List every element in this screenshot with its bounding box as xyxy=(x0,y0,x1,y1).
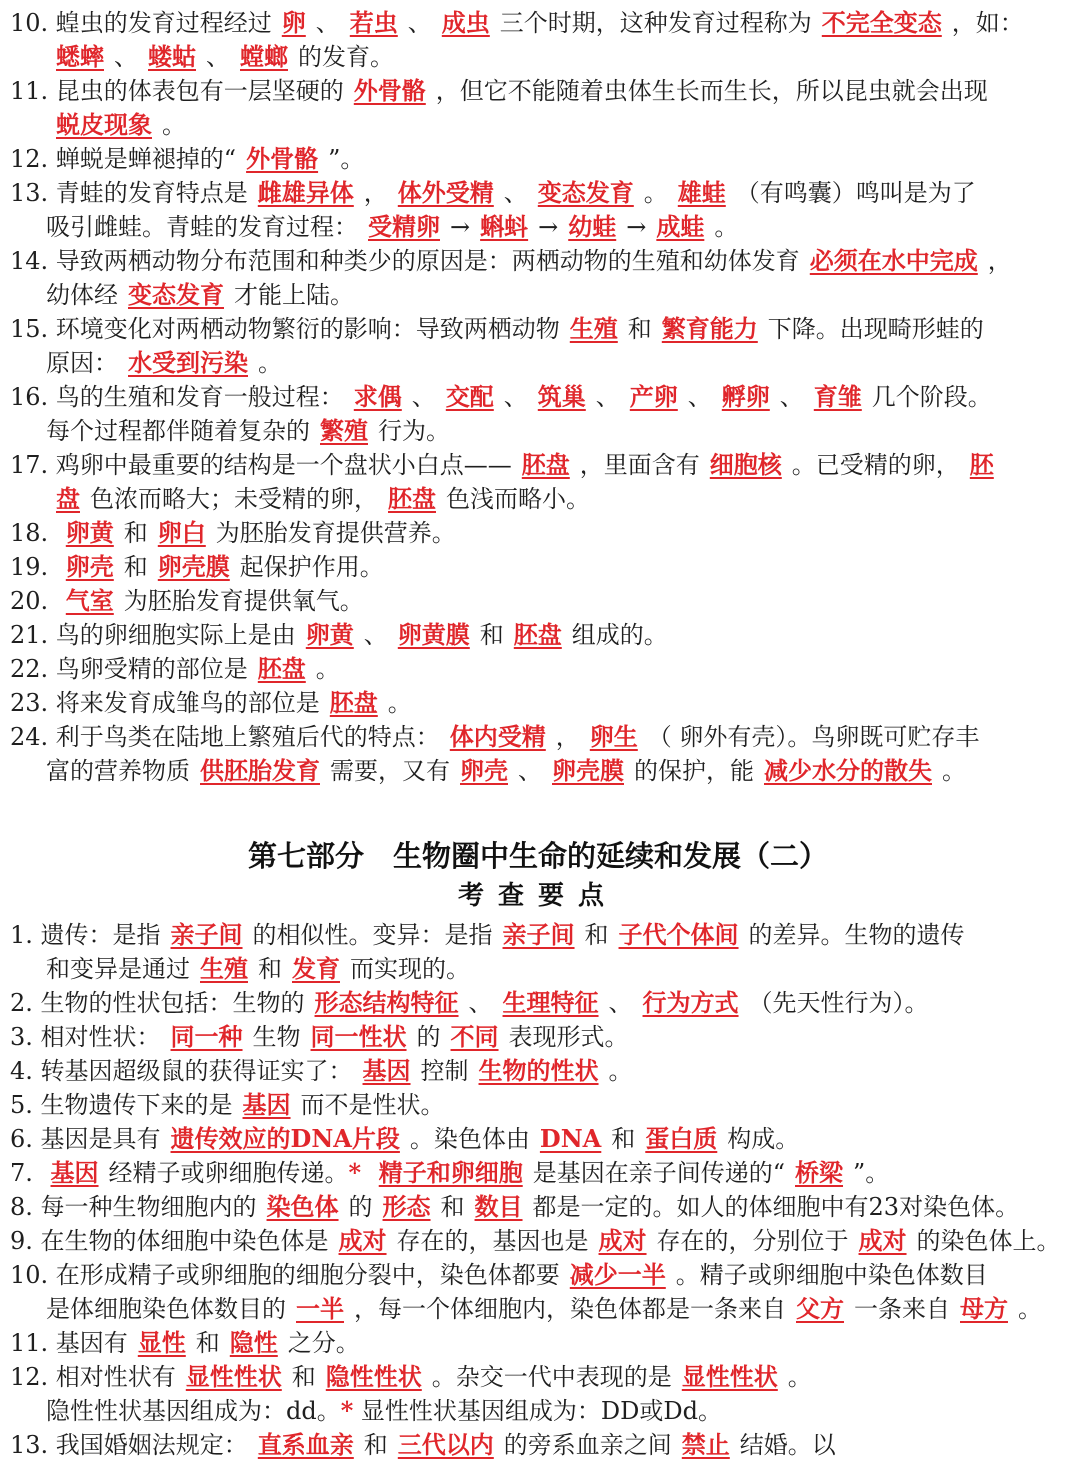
answer-fill: 不同 xyxy=(450,1022,499,1051)
text-segment: 18. xyxy=(10,519,56,547)
answer-fill: 交配 xyxy=(445,382,494,411)
text-segment: 、 xyxy=(518,757,542,785)
text-segment: 的发育。 xyxy=(298,43,394,71)
answer-fill: 数目 xyxy=(474,1192,523,1221)
text-line xyxy=(10,754,1066,788)
answer-fill: 卵白 xyxy=(157,518,206,547)
text-segment: 3. 相对性状： xyxy=(10,1023,161,1051)
text-segment xyxy=(361,1159,369,1187)
text-segment: 结婚。以 xyxy=(739,1431,836,1459)
answer-fill: 蜕皮现象 xyxy=(56,110,152,139)
answer-fill: 求偶 xyxy=(353,382,402,411)
answer-fill: 卵壳 xyxy=(65,552,114,581)
text-segment: 14. 导致两栖动物分布范围和种类少的原因是：两栖动物的生殖和幼体发育 xyxy=(10,247,800,275)
answer-fill: 繁育能力 xyxy=(661,314,758,343)
answer-fill: 隐性性状 xyxy=(325,1362,422,1391)
answer-fill: 水受到污染 xyxy=(128,348,248,377)
text-segment: 。 xyxy=(787,1363,812,1391)
text-segment: 吸引雌蛙。青蛙的发育过程： xyxy=(46,213,358,241)
text-segment: 、 xyxy=(503,179,528,207)
text-segment: 幼体经 xyxy=(46,281,118,309)
text-segment: 和 xyxy=(123,519,148,547)
answer-fill: 同一性状 xyxy=(310,1022,407,1051)
text-segment: 13. 我国婚姻法规定： xyxy=(10,1431,248,1459)
part7-subtitle: 考查要点 xyxy=(457,881,618,911)
text-segment: 组成的。 xyxy=(571,621,668,649)
text-segment: 才能上陆。 xyxy=(234,281,354,309)
text-line xyxy=(10,40,1066,74)
answer-fill: 卵壳膜 xyxy=(157,552,230,581)
text-segment: 存在的，分别位于 xyxy=(656,1227,849,1255)
text-line xyxy=(10,1394,1066,1428)
text-segment: 的 xyxy=(416,1023,441,1051)
text-segment: 。 xyxy=(714,213,739,241)
text-segment: 10. 蝗虫的发育过程经过 xyxy=(10,9,272,37)
text-line xyxy=(10,448,1066,482)
answer-fill: 卵壳膜 xyxy=(552,756,624,785)
text-segment: 、 xyxy=(468,989,493,1017)
text-segment: 5. 生物遗传下来的是 xyxy=(10,1091,233,1119)
answer-fill: 卵 xyxy=(281,8,306,37)
text-segment: 、 xyxy=(687,383,712,411)
text-segment: ， xyxy=(987,247,1012,275)
answer-fill: 雌雄异体 xyxy=(257,178,354,207)
text-segment: 和 xyxy=(627,315,652,343)
answer-fill: 繁殖 xyxy=(320,416,368,445)
text-segment: 。 xyxy=(387,689,412,717)
text-line xyxy=(10,1020,1066,1054)
answer-fill: 供胚胎发育 xyxy=(200,756,320,785)
answer-fill: 蝼蛄 xyxy=(148,42,196,71)
answer-fill: 母方 xyxy=(960,1294,1008,1323)
answer-fill: 成虫 xyxy=(441,8,490,37)
text-segment: 12. 蝉蜕是蝉褪掉的“ xyxy=(10,145,237,173)
text-segment: 21. 鸟的卵细胞实际上是由 xyxy=(10,621,296,649)
text-line xyxy=(10,6,1066,40)
text-segment: ，如： xyxy=(951,9,1024,37)
text-segment: ，但它不能随着虫体生长而生长，所以昆虫就会出现 xyxy=(435,77,988,105)
answer-fill: 染色体 xyxy=(266,1192,339,1221)
answer-fill: 必须在水中完成 xyxy=(809,246,978,275)
text-segment: 、 xyxy=(608,989,633,1017)
answer-fill: 胚盘 xyxy=(257,654,306,683)
text-segment: 为胚胎发育提供氧气。 xyxy=(123,587,364,615)
text-segment: 。 xyxy=(942,757,966,785)
answer-fill: 行为方式 xyxy=(642,988,739,1017)
text-line xyxy=(10,952,1066,986)
text-segment: （先天性行为）。 xyxy=(748,989,929,1017)
answer-fill: 亲子间 xyxy=(502,920,575,949)
answer-fill: 生理特征 xyxy=(502,988,599,1017)
text-segment: 、 xyxy=(315,9,340,37)
text-segment: 的染色体上。 xyxy=(916,1227,1061,1255)
answer-fill: 三代以内 xyxy=(397,1430,494,1459)
answer-fill: 体外受精 xyxy=(397,178,494,207)
text-segment: 16. 鸟的生殖和发育一般过程： xyxy=(10,383,344,411)
text-segment: 7. xyxy=(10,1159,41,1187)
text-line xyxy=(10,210,1066,244)
text-line xyxy=(10,918,1066,952)
answer-fill: 成对 xyxy=(858,1226,907,1255)
answer-fill: 显性性状 xyxy=(681,1362,778,1391)
answer-fill: 孵卵 xyxy=(721,382,770,411)
text-segment: 、 xyxy=(206,43,230,71)
text-segment: 需要，又有 xyxy=(330,757,450,785)
text-line xyxy=(10,414,1066,448)
text-segment: ”。 xyxy=(853,1159,890,1187)
text-segment: 、 xyxy=(411,383,436,411)
text-line xyxy=(10,176,1066,210)
text-segment: 原因： xyxy=(46,349,118,377)
text-segment: 24. 利于鸟类在陆地上繁殖后代的特点： xyxy=(10,723,440,751)
text-segment: 和 xyxy=(123,553,148,581)
text-line xyxy=(10,516,1066,550)
answer-fill: 胚盘 xyxy=(521,450,570,479)
text-segment: 。 xyxy=(162,111,186,139)
answer-fill: 卵黄 xyxy=(65,518,114,547)
text-line xyxy=(10,550,1066,584)
text-segment: 12. 相对性状有 xyxy=(10,1363,176,1391)
text-segment: 是基因在亲子间传递的“ xyxy=(532,1159,786,1187)
text-segment: 的差异。生物的遗传 xyxy=(748,921,965,949)
answer-fill: 生殖 xyxy=(569,314,618,343)
text-segment: 每个过程都伴随着复杂的 xyxy=(46,417,310,445)
text-segment: 。染色体由 xyxy=(409,1125,530,1153)
answer-fill: 气室 xyxy=(65,586,114,615)
text-segment: 存在的，基因也是 xyxy=(396,1227,589,1255)
text-segment: 的旁系血亲之间 xyxy=(503,1431,672,1459)
fade-overlay xyxy=(1020,1399,1080,1439)
text-segment: 色浅而略小。 xyxy=(446,485,590,513)
answer-fill: 卵黄膜 xyxy=(397,620,470,649)
text-segment: 和 xyxy=(363,1431,388,1459)
text-segment: 。杂交一代中表现的是 xyxy=(431,1363,672,1391)
answer-fill: 一半 xyxy=(296,1294,344,1323)
text-line xyxy=(10,618,1066,652)
text-segment: 显性性状基因组成为：DD或Dd。 xyxy=(353,1397,723,1425)
answer-fill: 精子和卵细胞 xyxy=(378,1158,523,1187)
part6-list xyxy=(10,6,1066,788)
text-segment: 生物 xyxy=(252,1023,301,1051)
answer-fill: 若虫 xyxy=(349,8,398,37)
answer-fill: 卵黄 xyxy=(305,620,354,649)
text-line xyxy=(10,720,1066,754)
answer-fill: 不完全变态 xyxy=(821,8,942,37)
text-line xyxy=(10,686,1066,720)
text-segment: 23. 将来发育成雏鸟的部位是 xyxy=(10,689,320,717)
answer-fill: 育雏 xyxy=(813,382,862,411)
part7-list xyxy=(10,918,1066,1462)
answer-fill: 蝌蚪 xyxy=(480,212,529,241)
text-segment: 之分。 xyxy=(287,1329,360,1357)
text-segment: 15. 环境变化对两栖动物繁衍的影响：导致两栖动物 xyxy=(10,315,560,343)
answer-fill: 体内受精 xyxy=(449,722,546,751)
answer-fill: 细胞核 xyxy=(709,450,782,479)
text-segment: 。 xyxy=(1018,1295,1042,1323)
text-segment: 、 xyxy=(114,43,138,71)
answer-fill: 产卵 xyxy=(629,382,678,411)
text-line xyxy=(10,482,1066,516)
text-segment: 色浓而略大；未受精的卵， xyxy=(90,485,378,513)
text-segment: ，里面含有 xyxy=(579,451,700,479)
answer-fill: 显性 xyxy=(137,1328,186,1357)
answer-fill: 胚盘 xyxy=(388,484,436,513)
text-segment: 11. 基因有 xyxy=(10,1329,128,1357)
text-segment: （有鸣囊）鸣叫是为了 xyxy=(735,179,976,207)
text-line xyxy=(10,584,1066,618)
answer-fill: 成对 xyxy=(598,1226,647,1255)
answer-fill: 父方 xyxy=(796,1294,844,1323)
text-segment: 是体细胞染色体数目的 xyxy=(46,1295,286,1323)
text-line xyxy=(10,1258,1066,1292)
text-segment: 构成。 xyxy=(727,1125,800,1153)
text-line xyxy=(10,1224,1066,1258)
star-mark: * xyxy=(340,1396,354,1425)
text-segment: 。 xyxy=(258,349,282,377)
answer-fill: 基因 xyxy=(50,1158,99,1187)
answer-fill: 蛋白质 xyxy=(645,1124,718,1153)
answer-fill: 幼蛙 xyxy=(568,212,617,241)
text-segment: 和 xyxy=(479,621,504,649)
text-segment: → xyxy=(538,213,559,241)
answer-fill: 形态 xyxy=(382,1192,431,1221)
text-line xyxy=(10,244,1066,278)
answer-fill: 成蛙 xyxy=(656,212,705,241)
text-line xyxy=(10,1360,1066,1394)
text-segment: 几个阶段。 xyxy=(871,383,992,411)
text-segment: 下降。出现畸形蛙的 xyxy=(767,315,984,343)
answer-fill: 筑巢 xyxy=(537,382,586,411)
answer-fill: 螳螂 xyxy=(240,42,288,71)
text-segment: 20. xyxy=(10,587,56,615)
text-segment: 和 xyxy=(258,955,282,983)
text-segment: 、 xyxy=(503,383,528,411)
text-segment: 、 xyxy=(595,383,620,411)
text-segment: 和 xyxy=(291,1363,316,1391)
answer-fill: 生物的性状 xyxy=(478,1056,599,1085)
text-segment: 和 xyxy=(440,1193,465,1221)
answer-fill: 卵生 xyxy=(589,722,638,751)
text-segment: 。 xyxy=(315,655,340,683)
text-segment: 。精子或卵细胞中染色体数目 xyxy=(675,1261,988,1289)
star-mark: * xyxy=(348,1158,362,1187)
answer-fill: 同一种 xyxy=(170,1022,243,1051)
text-line xyxy=(10,652,1066,686)
answer-fill: 子代个体间 xyxy=(618,920,739,949)
text-segment: 。 xyxy=(608,1057,633,1085)
answer-fill: 形态结构特征 xyxy=(314,988,459,1017)
text-line xyxy=(10,380,1066,414)
text-line xyxy=(10,1292,1066,1326)
text-segment: ， xyxy=(363,179,388,207)
text-line xyxy=(10,312,1066,346)
text-segment: 三个时期，这种发育过程称为 xyxy=(499,9,812,37)
answer-fill: 直系血亲 xyxy=(257,1430,354,1459)
answer-fill: 雄蛙 xyxy=(677,178,726,207)
text-line xyxy=(10,1122,1066,1156)
text-segment: 起保护作用。 xyxy=(239,553,384,581)
text-segment: 1. 遗传：是指 xyxy=(10,921,161,949)
text-segment: 表现形式。 xyxy=(508,1023,629,1051)
answer-fill: DNA xyxy=(539,1124,602,1153)
answer-fill: 生殖 xyxy=(200,954,248,983)
text-line xyxy=(10,986,1066,1020)
text-segment: 行为。 xyxy=(378,417,450,445)
text-line xyxy=(10,346,1066,380)
answer-fill: 桥梁 xyxy=(795,1158,844,1187)
text-segment: 9. 在生物的体细胞中染色体是 xyxy=(10,1227,329,1255)
text-segment: 6. 基因是具有 xyxy=(10,1125,161,1153)
answer-fill: 亲子间 xyxy=(170,920,243,949)
answer-fill: 蟋蟀 xyxy=(56,42,104,71)
text-line xyxy=(10,1190,1066,1224)
text-line xyxy=(10,74,1066,108)
text-segment: ，每一个体细胞内，染色体都是一条来自 xyxy=(354,1295,786,1323)
answer-fill: 变态发育 xyxy=(128,280,224,309)
answer-fill: 显性性状 xyxy=(185,1362,282,1391)
text-segment: 的 xyxy=(348,1193,373,1221)
text-segment: 、 xyxy=(363,621,388,649)
text-line xyxy=(10,278,1066,312)
text-segment: 的相似性。变异：是指 xyxy=(252,921,493,949)
answer-fill: 胚 xyxy=(969,450,994,479)
text-segment: 4. 转基因超级鼠的获得证实了： xyxy=(10,1057,353,1085)
text-segment: 和 xyxy=(195,1329,220,1357)
answer-fill: 胚盘 xyxy=(513,620,562,649)
text-segment: → xyxy=(626,213,647,241)
text-segment: 11. 昆虫的体表包有一层坚硬的 xyxy=(10,77,344,105)
text-segment: 而不是性状。 xyxy=(300,1091,445,1119)
answer-fill: 基因 xyxy=(242,1090,291,1119)
text-segment: → xyxy=(450,213,471,241)
text-segment: ”。 xyxy=(328,145,365,173)
answer-fill: 减少一半 xyxy=(569,1260,666,1289)
answer-fill: 盘 xyxy=(56,484,80,513)
text-segment: 一条来自 xyxy=(854,1295,950,1323)
text-line xyxy=(10,108,1066,142)
answer-fill: 禁止 xyxy=(681,1430,730,1459)
answer-fill: 遗传效应的DNA片段 xyxy=(170,1124,400,1153)
text-segment: 控制 xyxy=(420,1057,469,1085)
text-line xyxy=(10,1326,1066,1360)
text-segment: 而实现的。 xyxy=(350,955,470,983)
text-segment: 、 xyxy=(407,9,432,37)
text-line xyxy=(10,1054,1066,1088)
text-segment: （ 卵外有壳）。鸟卵既可贮存丰 xyxy=(647,723,980,751)
text-line xyxy=(10,1156,1066,1190)
text-segment: 、 xyxy=(779,383,804,411)
text-segment: 17. 鸡卵中最重要的结构是一个盘状小白点—— xyxy=(10,451,512,479)
answer-fill: 隐性 xyxy=(229,1328,278,1357)
text-segment: 的保护，能 xyxy=(634,757,754,785)
text-segment: 10. 在形成精子或卵细胞的细胞分裂中，染色体都要 xyxy=(10,1261,560,1289)
answer-fill: 变态发育 xyxy=(537,178,634,207)
answer-fill: 胚盘 xyxy=(329,688,378,717)
text-segment: 富的营养物质 xyxy=(46,757,190,785)
text-segment: 为胚胎发育提供营养。 xyxy=(215,519,456,547)
text-segment: 22. 鸟卵受精的部位是 xyxy=(10,655,248,683)
answer-fill: 受精卵 xyxy=(368,212,440,241)
text-segment: 2. 生物的性状包括：生物的 xyxy=(10,989,305,1017)
answer-fill: 发育 xyxy=(292,954,340,983)
text-line xyxy=(10,142,1066,176)
answer-fill: 卵壳 xyxy=(460,756,508,785)
text-segment: 隐性性状基因组成为：dd。 xyxy=(46,1397,341,1425)
text-segment: 都是一定的。如人的体细胞中有23对染色体。 xyxy=(532,1193,1020,1221)
answer-fill: 基因 xyxy=(362,1056,411,1085)
answer-fill: 减少水分的散失 xyxy=(764,756,932,785)
text-segment: 。 xyxy=(643,179,668,207)
text-segment: 8. 每一种生物细胞内的 xyxy=(10,1193,257,1221)
text-segment: 和变异是通过 xyxy=(46,955,190,983)
text-segment: 和 xyxy=(611,1125,636,1153)
text-segment: 13. 青蛙的发育特点是 xyxy=(10,179,248,207)
answer-fill: 成对 xyxy=(338,1226,387,1255)
text-segment: 。已受精的卵， xyxy=(791,451,960,479)
text-segment: 19. xyxy=(10,553,56,581)
answer-fill: 外骨骼 xyxy=(353,76,426,105)
text-segment: ， xyxy=(555,723,580,751)
text-line xyxy=(10,1088,1066,1122)
part7-title: 第七部分 生物圈中生命的延续和发展（二） xyxy=(247,839,828,873)
answer-fill: 外骨骼 xyxy=(246,144,319,173)
text-segment: 经精子或卵细胞传递。 xyxy=(108,1159,349,1187)
text-segment: 和 xyxy=(584,921,609,949)
